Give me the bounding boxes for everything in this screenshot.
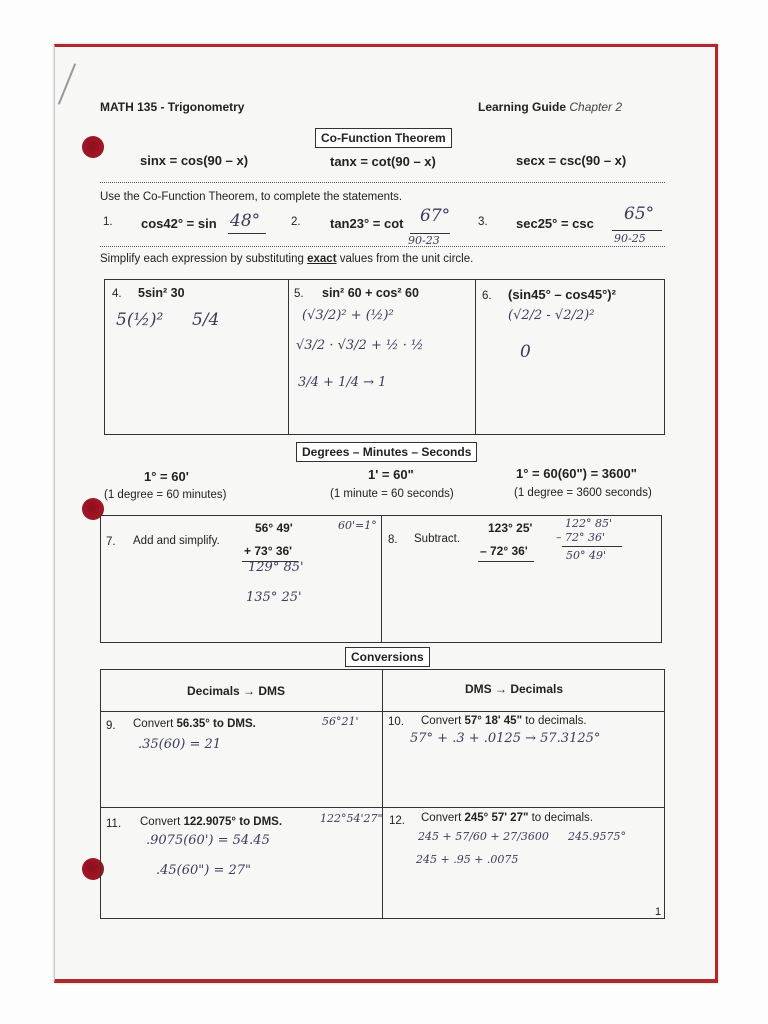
divider bbox=[100, 182, 665, 183]
problem-6-expr: (sin45° – cos45°)² bbox=[508, 287, 616, 302]
formula-tan: tanx = cot(90 – x) bbox=[330, 154, 436, 169]
problem-11-answer: 122°54'27" bbox=[320, 812, 383, 825]
problem-9-work: .35(60) = 21 bbox=[138, 737, 222, 752]
problem-11-num: 11. bbox=[106, 818, 122, 830]
problem-3-text: sec25° = csc bbox=[516, 216, 594, 231]
problem-8-work-2: – 72° 36' bbox=[556, 531, 606, 544]
chapter-label: Chapter 2 bbox=[569, 100, 623, 114]
problem-12-work-1: 245 + 57/60 + 27/3600 bbox=[418, 830, 549, 843]
dms-fact-1: 1° = 60' bbox=[144, 469, 189, 484]
dms-fact-1-note: (1 degree = 60 minutes) bbox=[104, 489, 227, 501]
guide-title bbox=[478, 100, 622, 114]
problem-3-answer: 65° bbox=[624, 204, 655, 224]
grid-divider bbox=[475, 279, 476, 435]
cofunction-instruction: Use the Co-Function Theorem, to complete the statements. bbox=[100, 191, 403, 203]
formula-sin: sinx = cos(90 – x) bbox=[140, 153, 249, 168]
problem-6-work: (√2/2 - √2/2)² bbox=[508, 308, 595, 323]
guide-label: Learning Guide bbox=[478, 100, 567, 114]
unit-circle-instruction bbox=[100, 253, 473, 265]
instruction-post: values from the unit circle. bbox=[336, 253, 474, 265]
problem-9-pre: Convert bbox=[133, 718, 177, 730]
problem-4-answer: 5/4 bbox=[192, 310, 220, 330]
problem-8-answer: 50° 49' bbox=[566, 549, 607, 562]
grid-divider bbox=[381, 515, 382, 643]
problem-10-post: to decimals. bbox=[522, 715, 587, 727]
problem-1-answer: 48° bbox=[230, 211, 261, 231]
problem-12-pre: Convert bbox=[421, 812, 465, 824]
problem-8-line bbox=[478, 561, 534, 562]
problem-8-bottom: – 72° 36' bbox=[480, 544, 528, 558]
problem-1-text: cos42° = sin bbox=[141, 216, 217, 231]
dms-title: Degrees – Minutes – Seconds bbox=[296, 442, 477, 462]
problem-11-text bbox=[140, 816, 282, 828]
problem-8-num: 8. bbox=[388, 534, 398, 546]
problem-8-label: Subtract. bbox=[414, 533, 461, 545]
dms-fact-2: 1' = 60" bbox=[368, 467, 414, 482]
problem-10-num: 10. bbox=[388, 716, 404, 728]
problem-9-value: 56.35° bbox=[176, 718, 210, 730]
problem-5-num: 5. bbox=[294, 288, 304, 300]
problem-12-work-2: 245 + .95 + .0075 bbox=[416, 853, 519, 866]
problem-7-top: 56° 49' bbox=[255, 521, 293, 535]
dms-fact-3: 1° = 60(60") = 3600" bbox=[516, 466, 637, 481]
problem-8-top: 123° 25' bbox=[488, 521, 533, 535]
simplify-grid bbox=[104, 279, 665, 435]
problem-5-work-line2: √3/2 · √3/2 + ½ · ½ bbox=[296, 338, 424, 353]
problem-4-num: 4. bbox=[112, 288, 122, 300]
problem-11-work-1: .9075(60') = 54.45 bbox=[146, 833, 270, 848]
problem-5-expr: sin² 60 + cos² 60 bbox=[322, 286, 419, 300]
problem-7-bottom: + 73° 36' bbox=[244, 544, 293, 558]
problem-2-answer: 67° bbox=[420, 206, 451, 226]
problem-3-work: 90-25 bbox=[614, 232, 646, 245]
grid-row-divider bbox=[100, 711, 665, 712]
problem-9-post: to DMS. bbox=[209, 718, 256, 730]
problem-9-answer: 56°21' bbox=[322, 715, 359, 728]
grid-row-divider bbox=[100, 807, 665, 808]
problem-7-note: 60'=1° bbox=[338, 519, 377, 532]
divider bbox=[100, 246, 665, 247]
grid-divider bbox=[288, 279, 289, 435]
problem-3-blank bbox=[612, 230, 662, 231]
problem-5-work-line3: 3/4 + 1/4 → 1 bbox=[298, 375, 387, 390]
cofunction-title: Co-Function Theorem bbox=[315, 128, 452, 148]
course-title: MATH 135 - Trigonometry bbox=[100, 100, 245, 114]
problem-7-label: Add and simplify. bbox=[133, 535, 220, 547]
problem-11-pre: Convert bbox=[140, 816, 184, 828]
problem-12-answer: 245.9575° bbox=[568, 830, 626, 843]
problem-2-num: 2. bbox=[291, 216, 301, 228]
grid-divider bbox=[382, 669, 383, 919]
problem-11-work-2: .45(60") = 27" bbox=[156, 863, 252, 878]
problem-1-blank bbox=[228, 233, 266, 234]
problem-1-num: 1. bbox=[103, 216, 113, 228]
dms-fact-3-note: (1 degree = 3600 seconds) bbox=[514, 487, 652, 499]
problem-4-work: 5(½)² bbox=[116, 310, 164, 330]
problem-9-num: 9. bbox=[106, 720, 116, 732]
problem-8-work-1: 122° 85' bbox=[565, 517, 613, 530]
problem-6-answer: 0 bbox=[520, 342, 531, 362]
problem-5-work-line1: (√3/2)² + (½)² bbox=[302, 308, 394, 323]
problem-10-value: 57° 18' 45" bbox=[464, 715, 523, 727]
problem-4-expr: 5sin² 30 bbox=[138, 286, 185, 300]
problem-11-post: to DMS. bbox=[236, 816, 283, 828]
problem-10-pre: Convert bbox=[421, 715, 465, 727]
conversions-title: Conversions bbox=[345, 647, 430, 667]
dms-fact-2-note: (1 minute = 60 seconds) bbox=[330, 488, 454, 500]
problem-9-text bbox=[133, 718, 256, 730]
problem-8-work-line bbox=[562, 546, 622, 547]
instruction-emphasis: exact bbox=[307, 253, 337, 265]
problem-2-work: 90-23 bbox=[408, 234, 440, 247]
problem-10-work: 57° + .3 + .0125 → 57.3125° bbox=[410, 731, 601, 746]
problem-10-text bbox=[421, 715, 587, 727]
problem-12-value: 245° 57' 27" bbox=[464, 812, 529, 824]
problem-12-post: to decimals. bbox=[528, 812, 593, 824]
problem-12-num: 12. bbox=[389, 815, 405, 827]
formula-sec: secx = csc(90 – x) bbox=[516, 153, 627, 168]
problem-7-answer: 135° 25' bbox=[246, 590, 302, 605]
problem-12-text bbox=[421, 812, 593, 824]
problem-2-text: tan23° = cot bbox=[330, 216, 404, 231]
problem-7-work-sum: 129° 85' bbox=[248, 560, 304, 575]
col-header-dms-to-decimals: DMS → Decimals bbox=[465, 682, 564, 696]
problem-3-num: 3. bbox=[478, 216, 488, 228]
problem-11-value: 122.9075° bbox=[183, 816, 237, 828]
col-header-decimals-to-dms: Decimals → DMS bbox=[187, 684, 286, 698]
problem-7-num: 7. bbox=[106, 536, 116, 548]
problem-6-num: 6. bbox=[482, 290, 492, 302]
binder-hole-top bbox=[82, 136, 104, 158]
instruction-pre: Simplify each expression by substituting bbox=[100, 253, 308, 265]
page-number: 1 bbox=[655, 906, 662, 918]
